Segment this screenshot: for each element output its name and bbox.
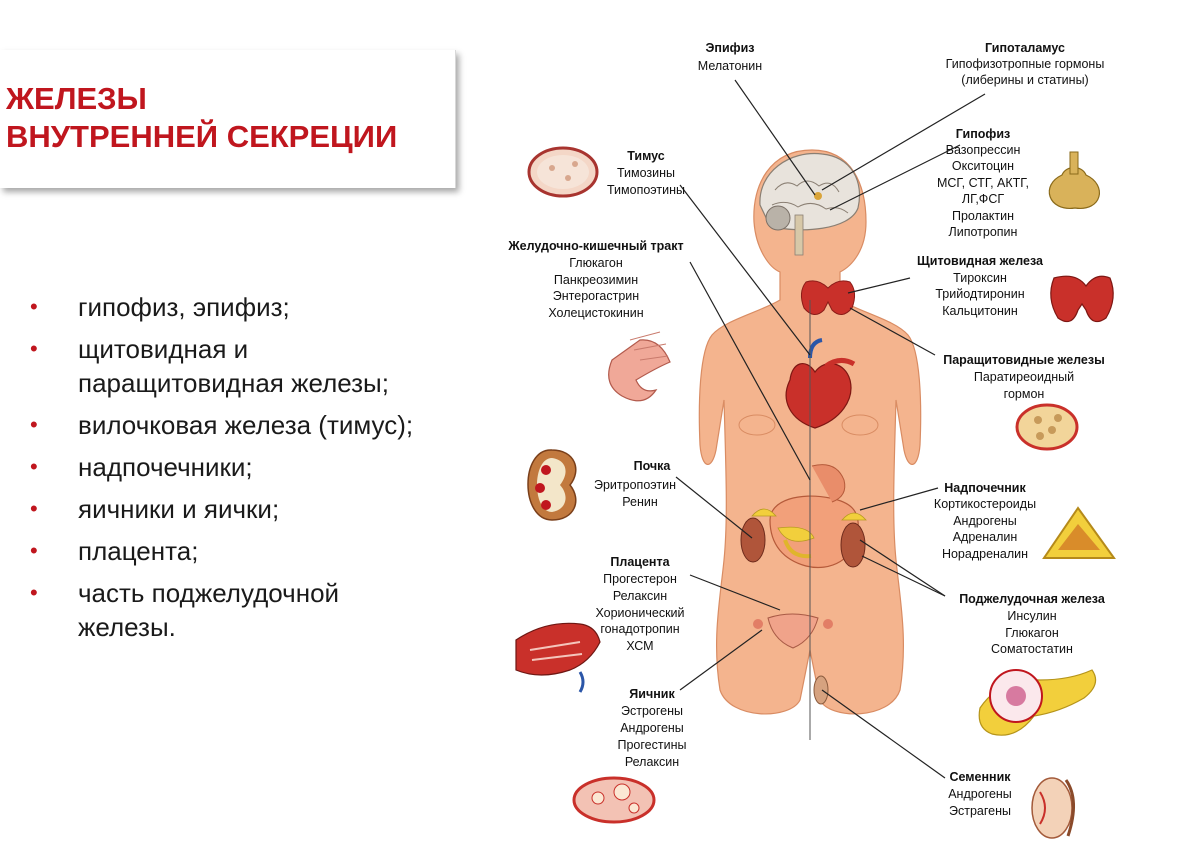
label-thyroid xyxy=(917,254,1044,318)
svg-text:МСГ, СТГ, АКТГ,: МСГ, СТГ, АКТГ, xyxy=(936,176,1030,190)
adrenal-illustration-icon xyxy=(1044,508,1114,558)
svg-text:Вазопрессин: Вазопрессин xyxy=(945,143,1021,157)
svg-text:ЛГ,ФСГ: ЛГ,ФСГ xyxy=(961,192,1005,206)
svg-text:Андрогены: Андрогены xyxy=(620,721,684,735)
svg-text:Эпифиз: Эпифиз xyxy=(705,41,755,55)
bullet-icon: • xyxy=(30,454,38,479)
svg-text:Почка: Почка xyxy=(633,459,671,473)
list-item: • плацента; xyxy=(30,536,199,566)
svg-text:Хорионический: Хорионический xyxy=(595,606,685,620)
label-epiphysis xyxy=(698,41,762,73)
label-kidney xyxy=(594,459,676,509)
list-item: • часть поджелудочной железы. xyxy=(30,578,340,642)
svg-text:Прогестерон: Прогестерон xyxy=(603,572,677,586)
list-item: • гипофиз, эпифиз; xyxy=(30,292,290,322)
svg-text:Окситоцин: Окситоцин xyxy=(951,159,1015,173)
svg-text:Соматостатин: Соматостатин xyxy=(991,642,1073,656)
svg-text:Семенник: Семенник xyxy=(949,770,1011,784)
svg-text:Глюкагон: Глюкагон xyxy=(569,256,623,270)
svg-text:Кортикостероиды: Кортикостероиды xyxy=(933,497,1037,511)
svg-text:Тимус: Тимус xyxy=(627,149,665,163)
testis-illustration-icon xyxy=(1032,778,1074,838)
testis-on-body-icon xyxy=(814,676,828,704)
label-adrenal xyxy=(934,481,1036,561)
list-item: • надпочечники; xyxy=(30,452,253,482)
list-item: • щитовидная и паращитовидная железы; xyxy=(30,334,389,398)
label-testis xyxy=(948,770,1012,818)
svg-text:Щитовидная железа: Щитовидная железа xyxy=(917,254,1043,268)
bullet-icon: • xyxy=(30,294,38,319)
svg-text:Паратиреоидный: Паратиреоидный xyxy=(973,370,1075,384)
svg-text:Мелатонин: Мелатонин xyxy=(697,59,763,73)
svg-text:Липотропин: Липотропин xyxy=(948,225,1018,239)
svg-text:Релаксин: Релаксин xyxy=(612,589,668,603)
bullet-icon: • xyxy=(30,496,38,521)
svg-text:Кальцитонин: Кальцитонин xyxy=(942,304,1018,318)
thymus-illustration-icon xyxy=(529,148,597,196)
svg-text:Эстрогены: Эстрогены xyxy=(621,704,683,718)
placenta-illustration-icon xyxy=(516,623,600,692)
label-placenta xyxy=(595,555,684,653)
pancreas-illustration-icon xyxy=(979,670,1095,735)
svg-text:Глюкагон: Глюкагон xyxy=(1005,626,1059,640)
label-thymus xyxy=(607,149,685,197)
label-pancreas xyxy=(959,592,1106,656)
svg-text:Адреналин: Адреналин xyxy=(952,530,1018,544)
kidney-illustration-icon xyxy=(528,450,576,520)
bullet-icon: • xyxy=(30,336,38,361)
svg-text:Панкреозимин: Панкреозимин xyxy=(553,273,639,287)
parathyroid-illustration-icon xyxy=(1017,405,1077,449)
label-parathyroid xyxy=(943,353,1105,401)
thyroid-illustration-icon xyxy=(1051,276,1113,321)
svg-text:Паращитовидные железы: Паращитовидные железы xyxy=(943,353,1105,367)
svg-text:Яичник: Яичник xyxy=(629,687,675,701)
svg-text:Трийодтиронин: Трийодтиронин xyxy=(935,287,1025,301)
svg-text:ХСМ: ХСМ xyxy=(626,639,654,653)
svg-text:Инсулин: Инсулин xyxy=(1007,609,1057,623)
ovary-illustration-icon xyxy=(574,778,654,822)
svg-text:Норадреналин: Норадреналин xyxy=(941,547,1029,561)
svg-text:гонадотропин: гонадотропин xyxy=(600,622,680,636)
svg-text:Ренин: Ренин xyxy=(622,495,658,509)
title-line-2: ВНУТРЕННЕЙ СЕКРЕЦИИ xyxy=(6,119,398,154)
bullet-icon: • xyxy=(30,580,38,605)
label-hypothalamus xyxy=(946,41,1105,87)
pituitary-illustration-icon xyxy=(1049,152,1099,208)
svg-text:Эстрагены: Эстрагены xyxy=(949,804,1011,818)
svg-text:Тимопоэтины: Тимопоэтины xyxy=(606,183,686,197)
label-gi-tract xyxy=(507,239,683,320)
svg-text:Желудочно-кишечный тракт: Желудочно-кишечный тракт xyxy=(508,239,684,253)
svg-text:Плацента: Плацента xyxy=(610,555,670,569)
title-line-1: ЖЕЛЕЗЫ xyxy=(6,81,147,116)
bullet-icon: • xyxy=(30,412,38,437)
label-hypophysis xyxy=(937,127,1029,239)
svg-text:Пролактин: Пролактин xyxy=(951,209,1015,223)
svg-text:Релаксин: Релаксин xyxy=(624,755,680,769)
intestine-illustration-icon xyxy=(609,332,670,401)
svg-text:Гипофизотропные гормоны: Гипофизотропные гормоны xyxy=(945,57,1105,71)
list-item: • яичники и яички; xyxy=(30,494,280,524)
svg-text:Андрогены: Андрогены xyxy=(948,787,1012,801)
svg-text:Тимозины: Тимозины xyxy=(616,166,676,180)
svg-text:Эритропоэтин: Эритропоэтин xyxy=(594,478,676,492)
svg-text:Прогестины: Прогестины xyxy=(617,738,687,752)
svg-text:Холецистокинин: Холецистокинин xyxy=(548,306,644,320)
svg-text:Гипофиз: Гипофиз xyxy=(955,127,1011,141)
svg-text:Андрогены: Андрогены xyxy=(953,514,1017,528)
svg-text:Энтерогастрин: Энтерогастрин xyxy=(552,289,640,303)
label-ovary xyxy=(618,687,687,769)
bullet-icon: • xyxy=(30,538,38,563)
svg-text:гормон: гормон xyxy=(1003,387,1045,401)
list-item: • вилочковая железа (тимус); xyxy=(30,410,414,440)
svg-text:Поджелудочная железа: Поджелудочная железа xyxy=(959,592,1105,606)
svg-text:Гипоталамус: Гипоталамус xyxy=(985,41,1065,55)
svg-text:(либерины и статины): (либерины и статины) xyxy=(961,73,1089,87)
svg-text:Тироксин: Тироксин xyxy=(953,271,1007,285)
svg-text:Надпочечник: Надпочечник xyxy=(944,481,1026,495)
